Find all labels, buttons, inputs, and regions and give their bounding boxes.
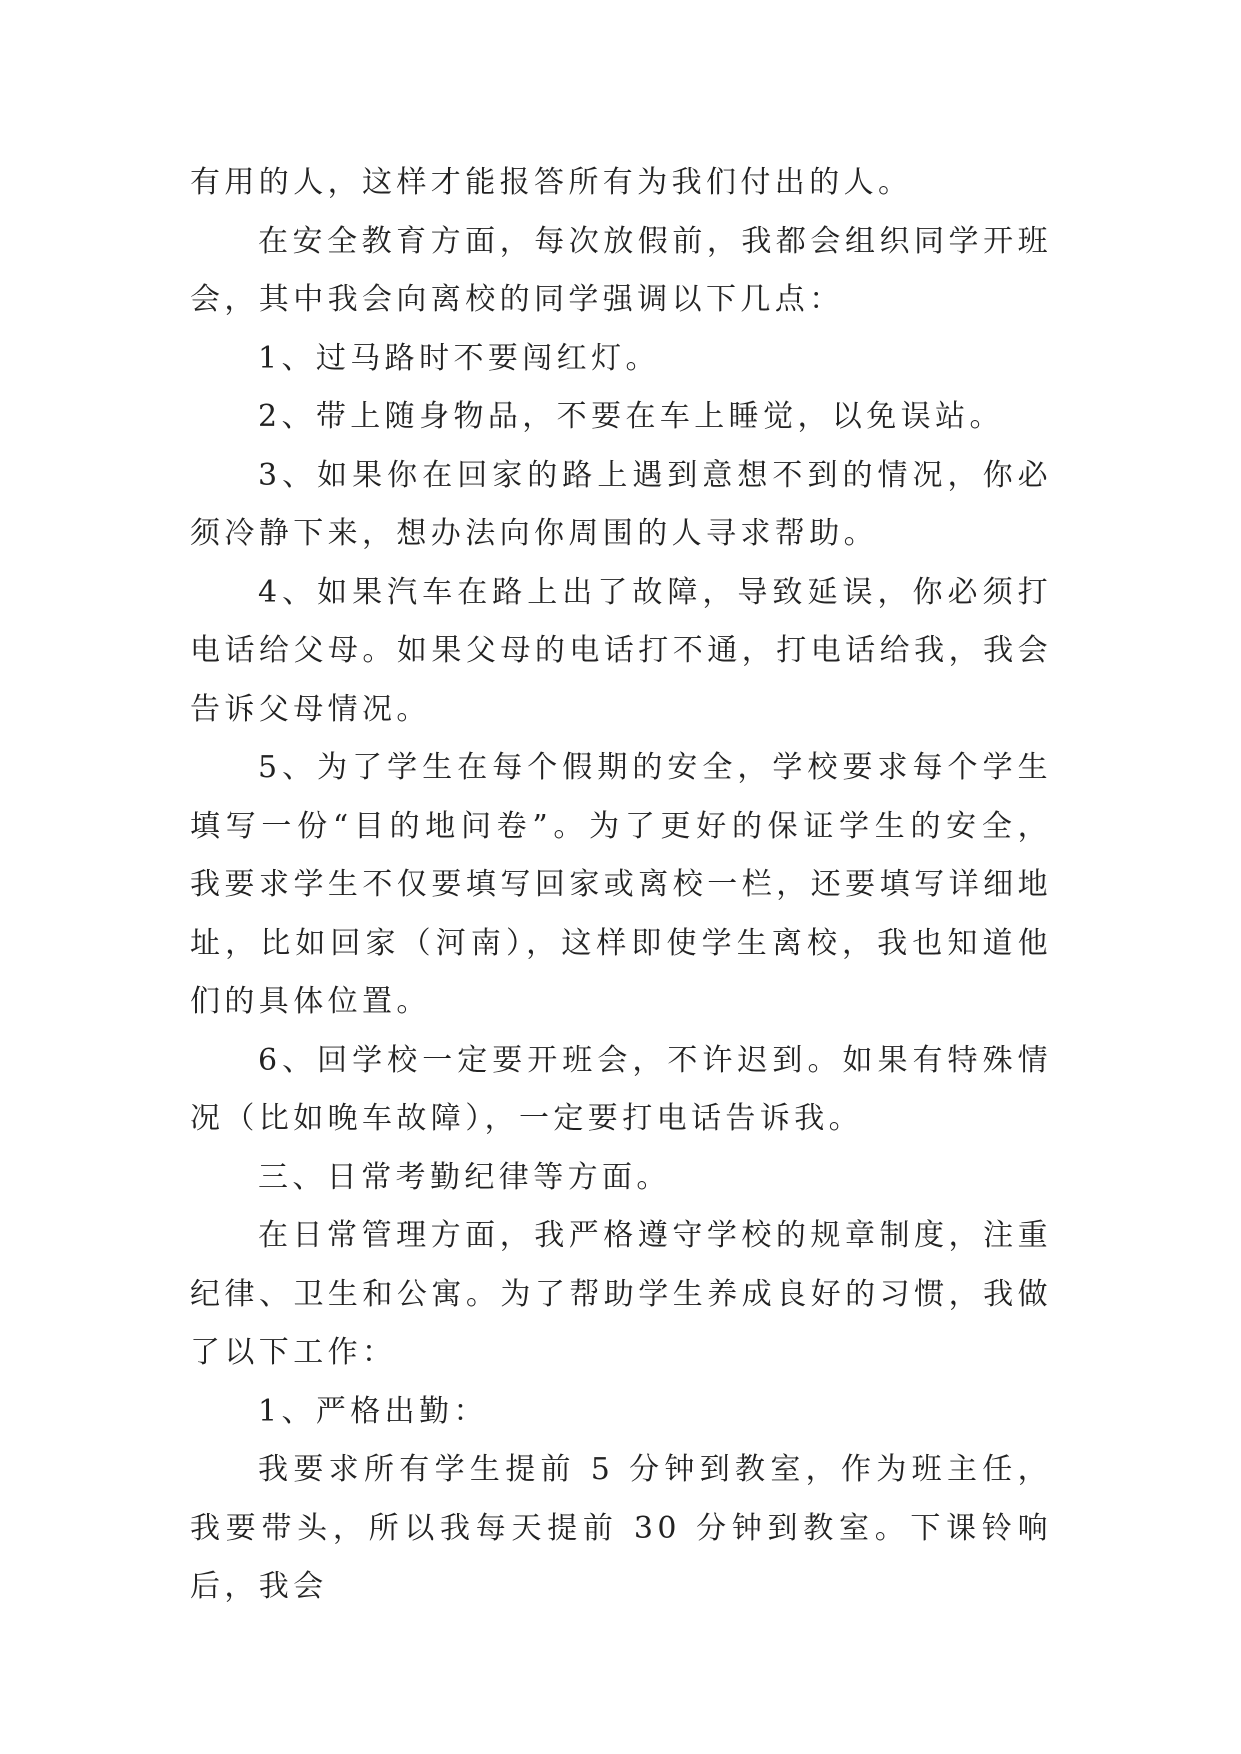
paragraph-4: 2、带上随身物品，不要在车上睡觉，以免误站。 <box>258 399 1004 434</box>
list-item-heading: 1、严格出勤： <box>258 1393 488 1429</box>
paragraph-10: 在日常管理方面，我严格遵守学校的规章制度，注重纪律、卫生和公寓。为了帮助学生养成良好的习惯，我做了以下工作： <box>190 1218 1052 1370</box>
paragraph-1: 有用的人，这样才能报答所有为我们付出的人。 <box>190 165 913 200</box>
paragraph-12: 我要求所有学生提前 5 分钟到教室，作为班主任，我要带头，所以我每天提前 30 分钟到教室。下课铃响后，我会 <box>190 1452 1052 1604</box>
paragraph-6: 4、如果汽车在路上出了故障，导致延误，你必须打电话给父母。如果父母的电话打不通，打电话给我，我会告诉父母情况。 <box>190 574 1052 727</box>
section-heading: 三、日常考勤纪律等方面。 <box>258 1159 671 1195</box>
paragraph-8: 6、回学校一定要开班会，不许迟到。如果有特殊情况（比如晚车故障），一定要打电话告诉我。 <box>190 1042 1052 1136</box>
paragraph-2: 在安全教育方面，每次放假前，我都会组织同学开班会，其中我会向离校的同学强调以下几点： <box>190 223 1052 317</box>
paragraph-3: 1、过马路时不要闯红灯。 <box>258 340 660 376</box>
paragraph-5: 3、如果你在回家的路上遇到意想不到的情况，你必须冷静下来，想办法向你周围的人寻求帮助。 <box>190 457 1052 551</box>
document-body <box>190 154 1052 1617</box>
paragraph-7: 5、为了学生在每个假期的安全，学校要求每个学生填写一份“目的地问卷”。为了更好的保证学生的安全，我要求学生不仅要填写回家或离校一栏，还要填写详细地址，比如回家（河南），这样即使学生离校，我也知道他们的具体位置。 <box>190 750 1052 1019</box>
